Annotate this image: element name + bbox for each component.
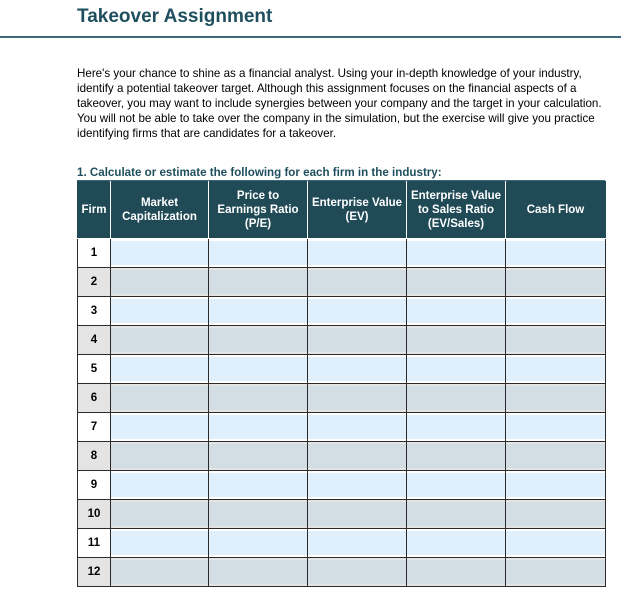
ev-sales-field[interactable] (407, 357, 505, 381)
table-cell (506, 442, 606, 471)
firm-number: 8 (78, 442, 111, 471)
firm-number: 5 (78, 355, 111, 384)
table-row (78, 471, 606, 500)
market-cap-field[interactable] (111, 531, 208, 555)
table-cell (111, 558, 209, 587)
market-cap-field[interactable] (111, 299, 208, 323)
table-cell (407, 471, 506, 500)
enterprise-value-field[interactable] (308, 241, 406, 265)
firm-number: 3 (78, 297, 111, 326)
table-cell (407, 500, 506, 529)
table-cell (209, 239, 308, 268)
table-cell (308, 239, 407, 268)
firm-number: 7 (78, 413, 111, 442)
table-cell (407, 355, 506, 384)
firm-number: 9 (78, 471, 111, 500)
cash-flow-field[interactable] (506, 415, 605, 439)
header-line: Enterprise Value (311, 197, 403, 209)
ev-sales-field[interactable] (407, 560, 505, 584)
ev-sales-field[interactable] (407, 386, 505, 410)
table-cell (506, 384, 606, 413)
table-cell (111, 413, 209, 442)
pe-ratio-field[interactable] (209, 473, 307, 497)
header-line: Capitalization (122, 211, 197, 223)
table-cell (111, 471, 209, 500)
table-row (78, 384, 606, 413)
pe-ratio-field[interactable] (209, 270, 307, 294)
table-row (78, 442, 606, 471)
table-cell (111, 239, 209, 268)
ev-sales-field[interactable] (407, 502, 505, 526)
table-cell (209, 529, 308, 558)
cash-flow-field[interactable] (506, 531, 605, 555)
table-cell (407, 326, 506, 355)
table-cell (506, 355, 606, 384)
firm-number: 12 (78, 558, 111, 587)
pe-ratio-field[interactable] (209, 560, 307, 584)
market-cap-field[interactable] (111, 386, 208, 410)
header-enterprise-value (308, 182, 407, 239)
table-row (78, 413, 606, 442)
header-line: (P/E) (244, 218, 272, 230)
firm-number: 10 (78, 500, 111, 529)
table-cell (111, 500, 209, 529)
table-cell (506, 297, 606, 326)
market-cap-field[interactable] (111, 270, 208, 294)
table-cell (308, 471, 407, 500)
table-row (78, 326, 606, 355)
table-row (78, 239, 606, 268)
table-cell (209, 413, 308, 442)
table-cell (209, 558, 308, 587)
table-cell (407, 297, 506, 326)
table-cell (506, 500, 606, 529)
table-cell (308, 355, 407, 384)
table-cell (111, 384, 209, 413)
enterprise-value-field[interactable] (308, 357, 406, 381)
firm-number: 11 (78, 529, 111, 558)
table-cell (407, 558, 506, 587)
table-cell (506, 268, 606, 297)
market-cap-field[interactable] (111, 241, 208, 265)
header-line: Earnings Ratio (217, 204, 299, 216)
table-cell (407, 529, 506, 558)
cash-flow-field[interactable] (506, 270, 605, 294)
page-title: Takeover Assignment (77, 6, 273, 27)
table-cell (506, 326, 606, 355)
cash-flow-field[interactable] (506, 241, 605, 265)
market-cap-field[interactable] (111, 560, 208, 584)
table-cell (308, 297, 407, 326)
table-cell (506, 413, 606, 442)
pe-ratio-field[interactable] (209, 415, 307, 439)
header-firm (78, 182, 111, 239)
table-cell (209, 297, 308, 326)
table-cell (407, 413, 506, 442)
header-line: (EV) (345, 211, 369, 223)
enterprise-value-field[interactable] (308, 299, 406, 323)
pe-ratio-field[interactable] (209, 531, 307, 555)
table-cell (111, 442, 209, 471)
table-cell (407, 239, 506, 268)
table-row (78, 529, 606, 558)
header-pe-ratio (209, 182, 308, 239)
header-line: to Sales Ratio (417, 204, 495, 216)
cash-flow-field[interactable] (506, 560, 605, 584)
table-cell (407, 442, 506, 471)
table-cell (308, 529, 407, 558)
header-line: Firm (81, 204, 107, 216)
cash-flow-field[interactable] (506, 473, 605, 497)
pe-ratio-field[interactable] (209, 328, 307, 352)
ev-sales-field[interactable] (407, 328, 505, 352)
firm-metrics-table (77, 181, 606, 587)
market-cap-field[interactable] (111, 502, 208, 526)
intro-paragraph: Here's your chance to shine as a financial analyst. Using your in-depth knowledge of your industry, identify a potential takeover target. Although this assignment focuses on the financial aspects of a takeover, you may want to include synergies between your company and the target in your calculation. You will not be able to take over the company in the simulation, but the exercise will give you practice identifying firms that are candidates for a takeover. (77, 67, 602, 140)
table-cell (308, 558, 407, 587)
cash-flow-field[interactable] (506, 386, 605, 410)
table-cell (111, 355, 209, 384)
header-line: Price to (236, 190, 280, 202)
pe-ratio-field[interactable] (209, 444, 307, 468)
header-market-cap (111, 182, 209, 239)
ev-sales-field[interactable] (407, 531, 505, 555)
cash-flow-field[interactable] (506, 328, 605, 352)
firm-number: 4 (78, 326, 111, 355)
market-cap-field[interactable] (111, 328, 208, 352)
ev-sales-field[interactable] (407, 270, 505, 294)
enterprise-value-field[interactable] (308, 444, 406, 468)
table-cell (111, 529, 209, 558)
step-instruction: 1. Calculate or estimate the following for each firm in the industry: (77, 166, 442, 179)
table-row (78, 500, 606, 529)
pe-ratio-field[interactable] (209, 357, 307, 381)
market-cap-field[interactable] (111, 357, 208, 381)
enterprise-value-field[interactable] (308, 386, 406, 410)
enterprise-value-field[interactable] (308, 473, 406, 497)
table-cell (308, 268, 407, 297)
table-cell (506, 471, 606, 500)
table-cell (209, 500, 308, 529)
table-header-row (78, 182, 606, 239)
header-ev-sales (407, 182, 506, 239)
table-cell (506, 558, 606, 587)
pe-ratio-field[interactable] (209, 241, 307, 265)
cash-flow-field[interactable] (506, 299, 605, 323)
table-cell (308, 442, 407, 471)
market-cap-field[interactable] (111, 415, 208, 439)
ev-sales-field[interactable] (407, 299, 505, 323)
pe-ratio-field[interactable] (209, 299, 307, 323)
enterprise-value-field[interactable] (308, 560, 406, 584)
header-line: Cash Flow (526, 204, 585, 216)
enterprise-value-field[interactable] (308, 270, 406, 294)
table-row (78, 297, 606, 326)
pe-ratio-field[interactable] (209, 386, 307, 410)
header-line: Market (140, 197, 179, 209)
cash-flow-field[interactable] (506, 357, 605, 381)
table-cell (209, 268, 308, 297)
table-row (78, 268, 606, 297)
market-cap-field[interactable] (111, 444, 208, 468)
header-line: (EV/Sales) (427, 218, 485, 230)
table-cell (209, 326, 308, 355)
table-cell (209, 355, 308, 384)
pe-ratio-field[interactable] (209, 502, 307, 526)
table-cell (111, 326, 209, 355)
firm-number: 1 (78, 239, 111, 268)
title-divider (0, 36, 621, 38)
ev-sales-field[interactable] (407, 241, 505, 265)
ev-sales-field[interactable] (407, 415, 505, 439)
table-cell (111, 297, 209, 326)
header-line: Enterprise Value (410, 190, 502, 202)
ev-sales-field[interactable] (407, 444, 505, 468)
market-cap-field[interactable] (111, 473, 208, 497)
table-row (78, 558, 606, 587)
table-row (78, 355, 606, 384)
table-cell (407, 268, 506, 297)
table-body (78, 239, 606, 587)
firm-number: 6 (78, 384, 111, 413)
enterprise-value-field[interactable] (308, 502, 406, 526)
table-cell (308, 326, 407, 355)
table-cell (209, 442, 308, 471)
ev-sales-field[interactable] (407, 473, 505, 497)
cash-flow-field[interactable] (506, 502, 605, 526)
enterprise-value-field[interactable] (308, 415, 406, 439)
firm-number: 2 (78, 268, 111, 297)
table-cell (506, 239, 606, 268)
table-cell (308, 413, 407, 442)
table-cell (209, 384, 308, 413)
table-cell (209, 471, 308, 500)
enterprise-value-field[interactable] (308, 328, 406, 352)
header-cash-flow (506, 182, 606, 239)
table-cell (506, 529, 606, 558)
table-cell (308, 500, 407, 529)
table-cell (308, 384, 407, 413)
table-cell (407, 384, 506, 413)
table-cell (111, 268, 209, 297)
cash-flow-field[interactable] (506, 444, 605, 468)
enterprise-value-field[interactable] (308, 531, 406, 555)
